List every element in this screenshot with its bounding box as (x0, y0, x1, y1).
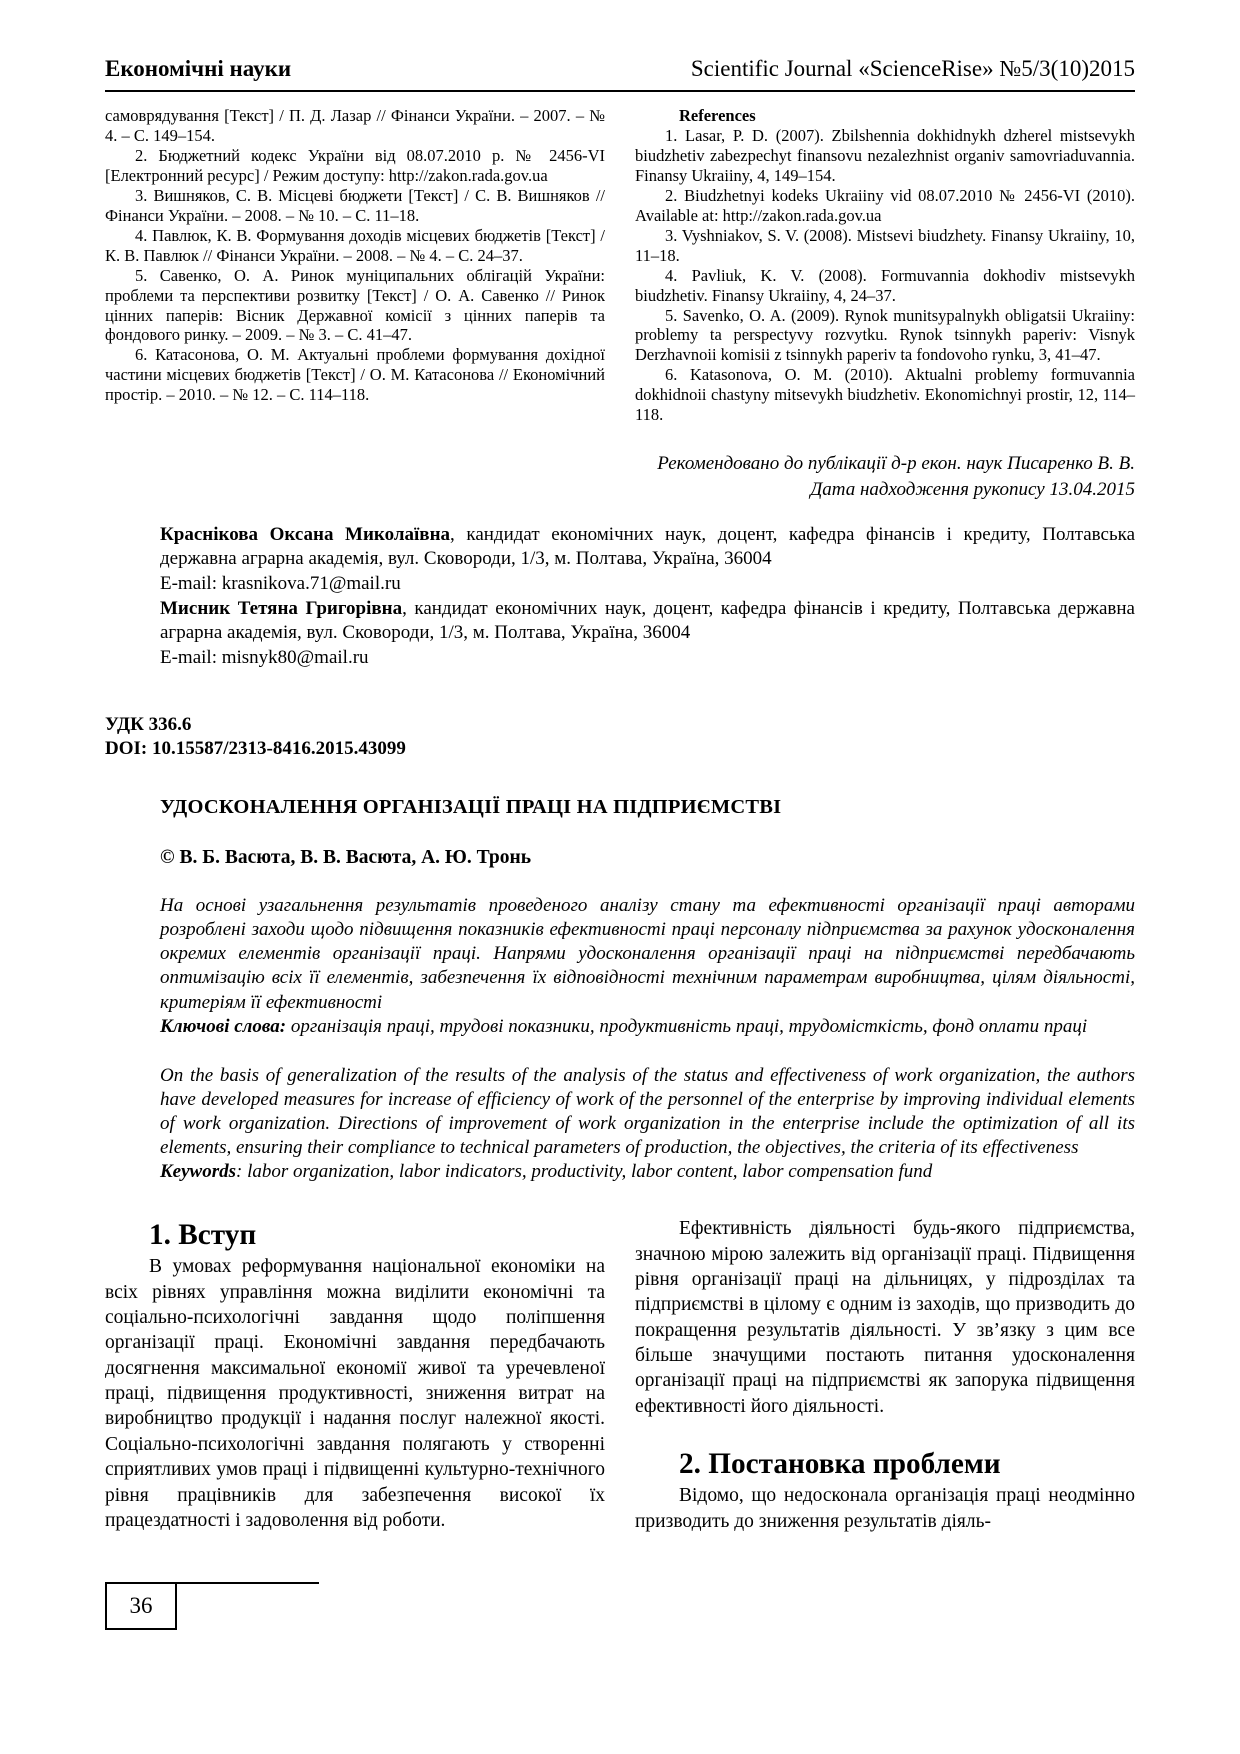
reference-item: 5. Savenko, O. A. (2009). Rynok munitsypalnykh obligatsii Ukraiiny: problemy ta perspectyvy rozvytku. Rynok tsinnykh paperiv: Visnyk Derzhavnoii komisii z tsinnykh paperiv ta fondovoho rynku, 3, 41–47. (635, 305, 1135, 365)
reference-item: 6. Катасонова, О. М. Актуальні проблеми формування дохідної частини місцевих бюджетів [Текст] / О. М. Катасонова // Економічний простір. – 2010. – № 12. – С. 114–118. (105, 345, 605, 405)
abstract-en-text: On the basis of generalization of the results of the analysis of the status and effectiveness of work organization, the authors have developed measures for increase of efficiency of work of the personnel of the enterprise by improving individual elements of work organization. Directions of improvement of work organization in the enterprise include the optimization of all its elements, ensuring their compliance to technical parameters of production, the objectives, the criteria of its effectiveness (160, 1064, 1135, 1159)
reference-item: 2. Biudzhetnyi kodeks Ukraiiny vid 08.07.2010 № 2456-VI (2010). Available at: http://zakon.rada.gov.ua (635, 185, 1135, 225)
recommendation-line: Рекомендовано до публікації д-р екон. наук Писаренко В. В. (657, 453, 1135, 475)
reference-item: 4. Павлюк, К. В. Формування доходів місцевих бюджетів [Текст] / К. В. Павлюк // Фінанси України. – 2008. – № 4. – С. 24–37. (105, 225, 605, 265)
page-number-box (105, 1582, 177, 1630)
author-name: Краснікова Оксана Миколаївна (160, 523, 451, 545)
author-name: Мисник Тетяна Григорівна (160, 597, 403, 619)
article-title: УДОСКОНАЛЕННЯ ОРГАНІЗАЦІЇ ПРАЦІ НА ПІДПРИЄМСТВІ (160, 796, 782, 819)
body-paragraph: В умовах реформування національної економіки на всіх рівнях управління можна виділити економічні та соціально-психологічні завдання щодо поліпшення організації праці. Економічні завдання передбачають досягнення максимальної економії живої та уречевленої праці, підвищення продуктивності, зниження витрат на виробництво продукції і надання послуг належної якості. Соціально-психологічні завдання полягають у створенні сприятливих умов праці і підвищенні культурно-технічного рівня працівників для забезпечення високої їх працездатності і задоволення від роботи. (105, 1256, 605, 1531)
reference-item: 6. Katasonova, O. M. (2010). Aktualni problemy formuvannia dokhidnoii chastyny mitsevykh biudzhetiv. Ekonomichnyi prostir, 12, 114–118. (635, 365, 1135, 425)
author-email: E-mail: krasnikova.71@mail.ru (160, 572, 401, 594)
body-paragraph: Ефективність діяльності будь-якого підприємства, значною мірою залежить від організації праці. Підвищення рівня організації праці на дільницях, у підрозділах та підприємстві в цілому є одним із заходів, що призводить до покращення результатів діяльності. У зв’язку з цим все більше значущими постають питання удосконалення організації праці на підприємстві як запорука підвищення ефективності його діяльності. (635, 1218, 1135, 1417)
page-number: 36 (129, 1593, 153, 1618)
author-email: E-mail: misnyk80@mail.ru (160, 646, 369, 668)
keywords-uk-text: організація праці, трудові показники, продуктивність праці, трудомісткість, фонд оплати праці (286, 1015, 1088, 1037)
manuscript-date-line: Дата надходження рукопису 13.04.2015 (810, 478, 1135, 500)
author-details: , кандидат економічних наук, доцент, кафедра фінансів і кредиту, Полтавська державна аграрна академія, вул. Сковороди, 1/3, м. Полтава, Україна, 36004 (160, 523, 1136, 570)
reference-item: 3. Vyshniakov, S. V. (2008). Mistsevi biudzhety. Finansy Ukraiiny, 10, 11–18. (635, 225, 1135, 265)
keywords-uk-label: Ключові слова: (160, 1015, 287, 1037)
body-left-column (105, 1216, 605, 1533)
reference-item: 3. Вишняков, С. В. Місцеві бюджети [Текст] / С. В. Вишняков // Фінанси України. – 2008. – № 10. – С. 11–18. (105, 185, 605, 225)
udc-code: УДК 336.6 (105, 713, 192, 735)
section-heading-introduction: 1. Вступ (149, 1219, 257, 1252)
doi-code: DOI: 10.15587/2313-8416.2015.43099 (105, 738, 406, 760)
references-section (105, 106, 1135, 425)
header-journal-title: Scientific Journal «ScienceRise» №5/3(10)2015 (690, 56, 1135, 81)
page-footer (105, 1582, 319, 1630)
abstract-ukrainian (160, 894, 1135, 1039)
abstract-english (160, 1064, 1135, 1185)
references-english-column (635, 106, 1135, 425)
author-entry (160, 523, 1135, 572)
reference-item: 4. Pavliuk, K. V. (2008). Formuvannia dokhodiv mistsevykh biudzhetiv. Finansy Ukraiiny, 4, 24–37. (635, 265, 1135, 305)
keywords-en-label: Keywords (160, 1161, 236, 1183)
page-header (105, 56, 1135, 92)
references-ukrainian-column (105, 106, 605, 425)
body-right-column (635, 1216, 1135, 1533)
reference-item: 1. Lasar, P. D. (2007). Zbilshennia dokhidnykh dzherel mistsevykh biudzhetiv zabezpechyt finansovu nezalezhnist organiv samovriaduvannia. Finansy Ukraiiny, 4, 149–154. (635, 125, 1135, 185)
keywords-uk-line (160, 1015, 1135, 1039)
author-details: , кандидат економічних наук, доцент, кафедра фінансів і кредиту, Полтавська державна аграрна академія, вул. Сковороди, 1/3, м. Полтава, Україна, 36004 (160, 597, 1135, 644)
article-authors: © В. Б. Васюта, В. В. Васюта, А. Ю. Тронь (160, 847, 532, 869)
body-paragraph: Відомо, що недосконала організація праці неодмінно призводить до зниження результатів діяль- (635, 1485, 1135, 1532)
header-section-title: Економічні науки (105, 56, 292, 81)
article-head (105, 713, 1135, 1185)
keywords-en-line (160, 1160, 1135, 1184)
footer-rule (177, 1582, 319, 1584)
reference-item: 5. Савенко, О. А. Ринок муніципальних облігацій України: проблеми та перспективи розвитку [Текст] / О. А. Савенко // Ринок цінних паперів: Вісник Державної комісії з цінних паперів та фондового ринку. – 2009. – № 3. – С. 41–47. (105, 265, 605, 345)
reference-item: 2. Бюджетний кодекс України від 08.07.2010 р. № 2456-VI [Електронний ресурс] / Режим доступу: http://zakon.rada.gov.ua (105, 145, 605, 185)
keywords-en-text: : labor organization, labor indicators, productivity, labor content, labor compensation fund (236, 1161, 933, 1183)
reference-item: самоврядування [Текст] / П. Д. Лазар // Фінанси України. – 2007. – № 4. – С. 149–154. (105, 106, 605, 145)
article-body (105, 1216, 1135, 1533)
recommendation-block (105, 451, 1135, 502)
section-heading-problem: 2. Постановка проблеми (679, 1448, 1001, 1481)
authors-info-block (160, 523, 1135, 671)
abstract-uk-text: На основі узагальнення результатів проведеного аналізу стану та ефективності організації праці авторами розроблені заходи щодо підвищення показників ефективності праці персоналу підприємства за рахунок удосконалення окремих елементів організації праці. Напрями удосконалення організації праці на підприємстві передбачають оптимізацію всіх її елементів, забезпечення їх відповідності технічним параметрам виробництва, цілям діяльності, критеріям її ефективності (160, 895, 1135, 1013)
references-heading: References (679, 106, 756, 125)
author-entry (160, 597, 1135, 646)
